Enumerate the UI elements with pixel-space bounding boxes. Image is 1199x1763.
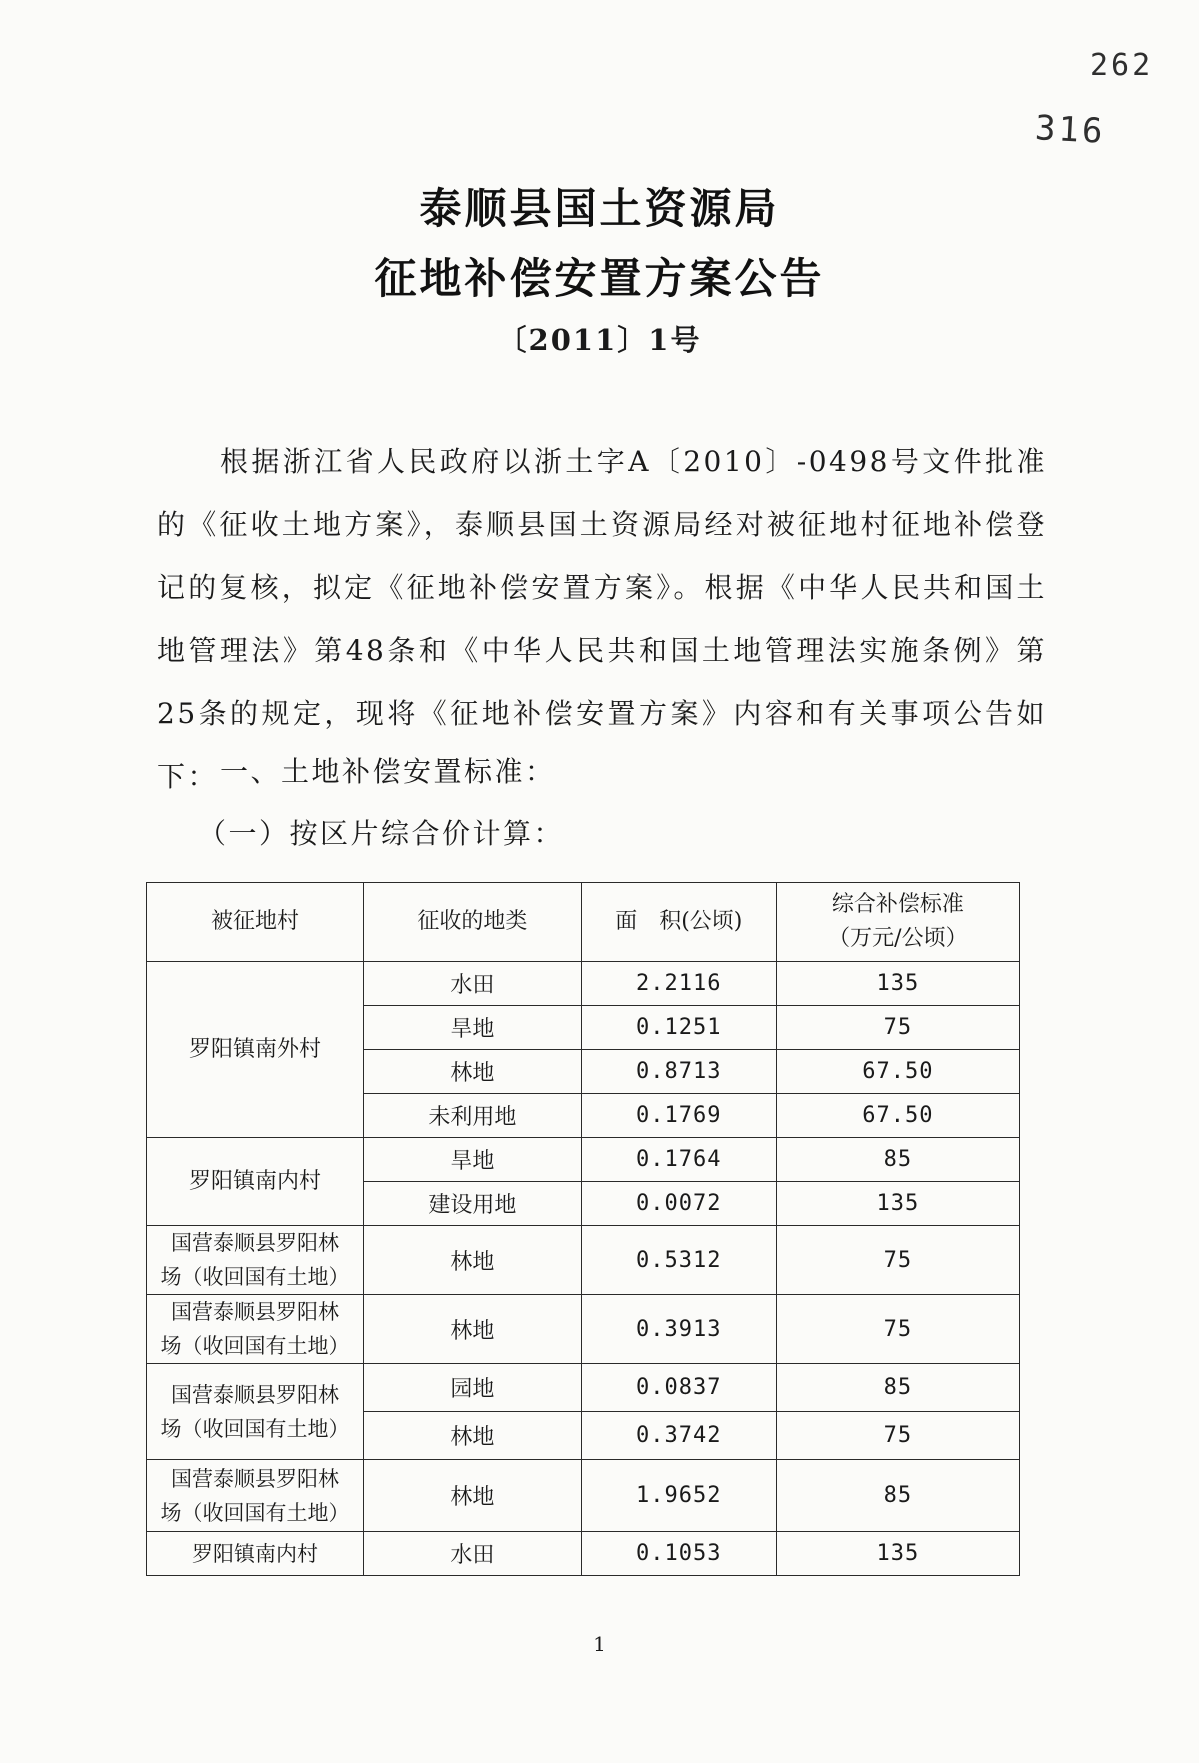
land-type-cell: 未利用地 bbox=[364, 1094, 582, 1138]
table-row bbox=[147, 1226, 1020, 1295]
standard-cell: 67.50 bbox=[776, 1094, 1019, 1138]
land-type-cell: 水田 bbox=[364, 1532, 582, 1576]
village-line-2: 场（收回国有土地） bbox=[160, 1500, 350, 1525]
standard-cell: 135 bbox=[776, 1532, 1019, 1576]
village-cell: 罗阳镇南内村 bbox=[147, 1138, 364, 1226]
standard-cell: 85 bbox=[776, 1364, 1019, 1412]
intro-paragraph: 根据浙江省人民政府以浙土字A〔2010〕-0498号文件批准的《征收土地方案》，泰顺县国土资源局经对被征地村征地补偿登记的复核，拟定《征地补偿安置方案》。根据《中华人民共和国土地管理法》第48条和《中华人民共和国土地管理法实施条例》第25条的规定，现将《征地补偿安置方案》内容和有关事项公告如下： bbox=[157, 445, 1047, 793]
area-cell: 0.1769 bbox=[581, 1094, 776, 1138]
table-row bbox=[147, 1364, 1020, 1412]
handwritten-page-number-top: 262 bbox=[1090, 48, 1154, 83]
village-cell: 罗阳镇南外村 bbox=[147, 962, 364, 1138]
village-line-1: 国营泰顺县罗阳林 bbox=[171, 1466, 340, 1491]
page-number: 1 bbox=[593, 1632, 606, 1656]
village-line-2: 场（收回国有土地） bbox=[160, 1334, 350, 1358]
area-cell: 0.3742 bbox=[581, 1412, 776, 1460]
area-cell: 0.3913 bbox=[581, 1295, 776, 1364]
land-type-cell: 旱地 bbox=[364, 1006, 582, 1050]
village-line-1: 国营泰顺县罗阳林 bbox=[171, 1382, 340, 1407]
area-cell: 0.1764 bbox=[581, 1138, 776, 1182]
standard-cell: 85 bbox=[776, 1460, 1019, 1532]
standard-cell: 75 bbox=[776, 1006, 1019, 1050]
document-title-line-2: 征地补偿安置方案公告 bbox=[374, 254, 825, 303]
standard-cell: 135 bbox=[776, 962, 1019, 1006]
section-heading-1: 一、土地补偿安置标准： bbox=[220, 755, 556, 788]
land-type-cell: 旱地 bbox=[364, 1138, 582, 1182]
standard-cell: 67.50 bbox=[776, 1050, 1019, 1094]
village-cell bbox=[147, 1460, 364, 1532]
area-cell: 0.0837 bbox=[581, 1364, 776, 1412]
area-cell: 0.5312 bbox=[581, 1226, 776, 1295]
header-standard bbox=[776, 883, 1019, 962]
village-cell bbox=[147, 1364, 364, 1460]
header-area: 面 积(公顷) bbox=[581, 883, 776, 962]
handwritten-page-number-second: 316 bbox=[1034, 108, 1107, 152]
village-line-2: 场（收回国有土地） bbox=[160, 1416, 350, 1441]
standard-cell: 85 bbox=[776, 1138, 1019, 1182]
compensation-table bbox=[146, 882, 1020, 1576]
table-row bbox=[147, 1138, 1020, 1182]
table-row bbox=[147, 1460, 1020, 1532]
village-cell bbox=[147, 1226, 364, 1295]
header-standard-line-2: （万元/公顷） bbox=[828, 926, 968, 951]
area-cell: 0.1053 bbox=[581, 1532, 776, 1576]
header-land-type: 征收的地类 bbox=[364, 883, 582, 962]
land-type-cell: 林地 bbox=[364, 1226, 582, 1295]
table-row bbox=[147, 1295, 1020, 1364]
standard-cell: 75 bbox=[776, 1226, 1019, 1295]
land-type-cell: 林地 bbox=[364, 1295, 582, 1364]
area-cell: 0.1251 bbox=[581, 1006, 776, 1050]
section-heading-2: （一）按区片综合价计算： bbox=[198, 817, 565, 850]
document-number: 〔2011〕1号 bbox=[497, 323, 702, 357]
village-cell: 罗阳镇南内村 bbox=[147, 1532, 364, 1576]
table-header-row bbox=[147, 883, 1020, 962]
village-line-2: 场（收回国有土地） bbox=[160, 1265, 350, 1289]
header-village: 被征地村 bbox=[147, 883, 364, 962]
header-standard-line-1: 综合补偿标准 bbox=[831, 892, 964, 917]
document-title-line-1: 泰顺县国土资源局 bbox=[419, 184, 780, 233]
land-type-cell: 林地 bbox=[364, 1412, 582, 1460]
area-cell: 0.8713 bbox=[581, 1050, 776, 1094]
village-line-1: 国营泰顺县罗阳林 bbox=[171, 1300, 340, 1324]
table-row bbox=[147, 962, 1020, 1006]
village-cell bbox=[147, 1295, 364, 1364]
area-cell: 1.9652 bbox=[581, 1460, 776, 1532]
table-row bbox=[147, 1532, 1020, 1576]
land-type-cell: 水田 bbox=[364, 962, 582, 1006]
land-type-cell: 园地 bbox=[364, 1364, 582, 1412]
land-type-cell: 建设用地 bbox=[364, 1182, 582, 1226]
area-cell: 2.2116 bbox=[581, 962, 776, 1006]
village-line-1: 国营泰顺县罗阳林 bbox=[171, 1231, 340, 1255]
area-cell: 0.0072 bbox=[581, 1182, 776, 1226]
standard-cell: 75 bbox=[776, 1295, 1019, 1364]
land-type-cell: 林地 bbox=[364, 1460, 582, 1532]
standard-cell: 75 bbox=[776, 1412, 1019, 1460]
standard-cell: 135 bbox=[776, 1182, 1019, 1226]
land-type-cell: 林地 bbox=[364, 1050, 582, 1094]
